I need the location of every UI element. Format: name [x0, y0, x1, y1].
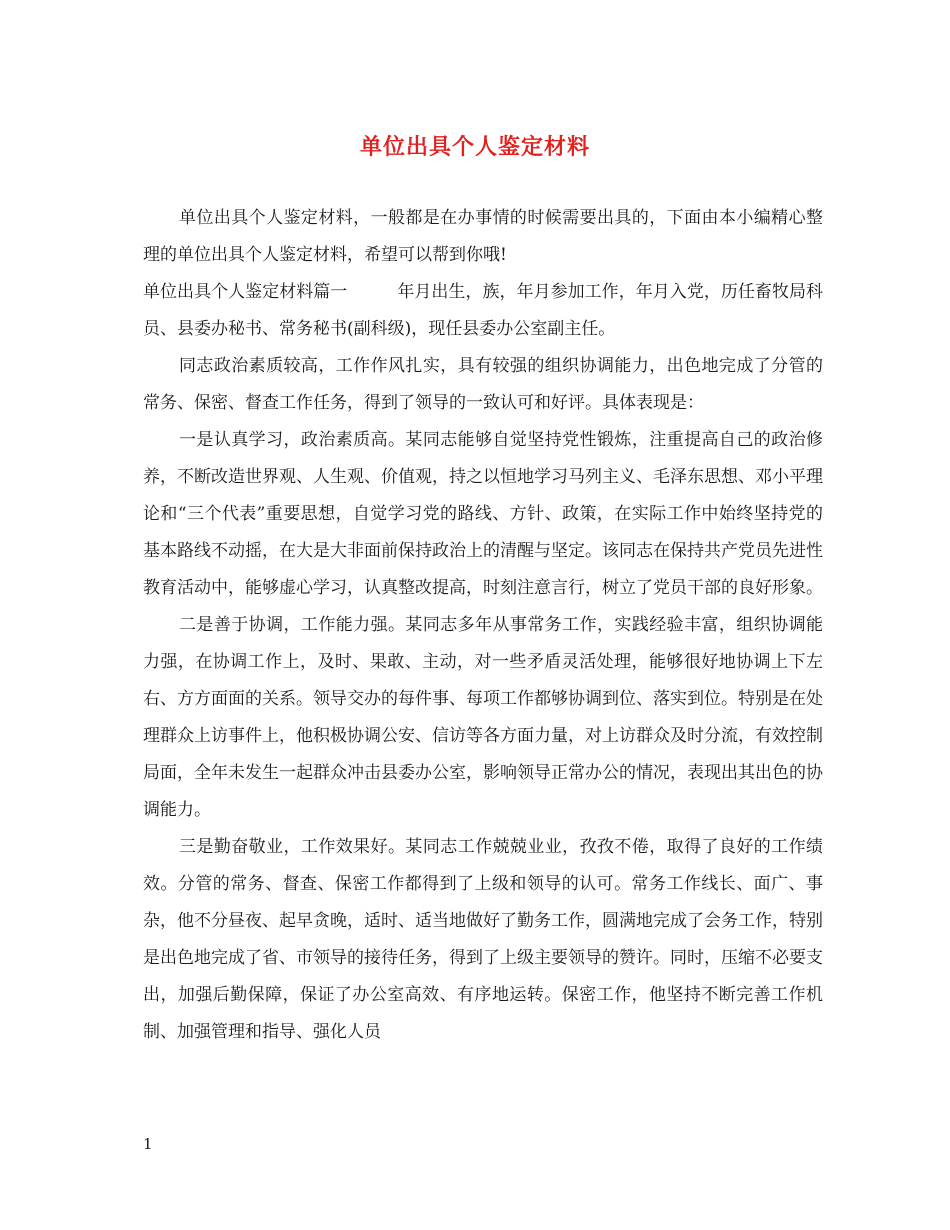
- body-paragraph: 二是善于协调，工作能力强。某同志多年从事常务工作，实践经验丰富，组织协调能力强，在协调工作上，及时、果敢、主动，对一些矛盾灵活处理，能够很好地协调上下左右、方方面面的关系。领导交办的每件事、每项工作都够协调到位、落实到位。特别是在处理群众上访事件上，他积极协调公安、信访等各方面力量，对上访群众及时分流，有效控制局面，全年未发生一起群众冲击县委办公室，影响领导正常办公的情况，表现出其出色的协调能力。: [143, 615, 823, 820]
- section-heading: 单位出具个人鉴定材料篇一: [143, 282, 348, 302]
- intro-paragraph: 单位出具个人鉴定材料，一般都是在办事情的时候需要出具的，下面由本小编精心整理的单位出具个人鉴定材料，希望可以帮到你哦!: [143, 208, 823, 265]
- page-number: 1: [143, 1135, 153, 1153]
- document-body: [143, 200, 823, 1051]
- body-paragraph: 三是勤奋敬业，工作效果好。某同志工作兢兢业业，孜孜不倦，取得了良好的工作绩效。分管的常务、督查、保密工作都得到了上级和领导的认可。常务工作线长、面广、事杂，他不分昼夜、起早贪晚，适时、适当地做好了勤务工作，圆满地完成了会务工作，特别是出色地完成了省、市领导的接待任务，得到了上级主要领导的赞许。同时，压缩不必要支出，加强后勤保障，保证了办公室高效、有序地运转。保密工作，他坚持不断完善工作机制、加强管理和指导、强化人员: [143, 837, 823, 1042]
- section-lead: 年月出生，族，年月参加工作，年月入党，历任畜牧局科员、县委办秘书、常务秘书(副科级)，现任县委办公室副主任。: [143, 282, 824, 339]
- section-paragraph: [143, 274, 823, 348]
- document-title: 单位出具个人鉴定材料: [359, 134, 590, 160]
- body-paragraph: 一是认真学习，政治素质高。某同志能够自觉坚持党性锻炼，注重提高自己的政治修养，不断改造世界观、人生观、价值观，持之以恒地学习马列主义、毛泽东思想、邓小平理论和“三个代表”重要思想，自觉学习党的路线、方针、政策，在实际工作中始终坚持党的基本路线不动摇，在大是大非面前保持政治上的清醒与坚定。该同志在保持共产党员先进性教育活动中，能够虚心学习，认真整改提高，时刻注意言行，树立了党员干部的良好形象。: [143, 430, 823, 598]
- body-paragraph: 同志政治素质较高，工作作风扎实，具有较强的组织协调能力，出色地完成了分管的常务、保密、督查工作任务，得到了领导的一致认可和好评。具体表现是：: [143, 356, 823, 413]
